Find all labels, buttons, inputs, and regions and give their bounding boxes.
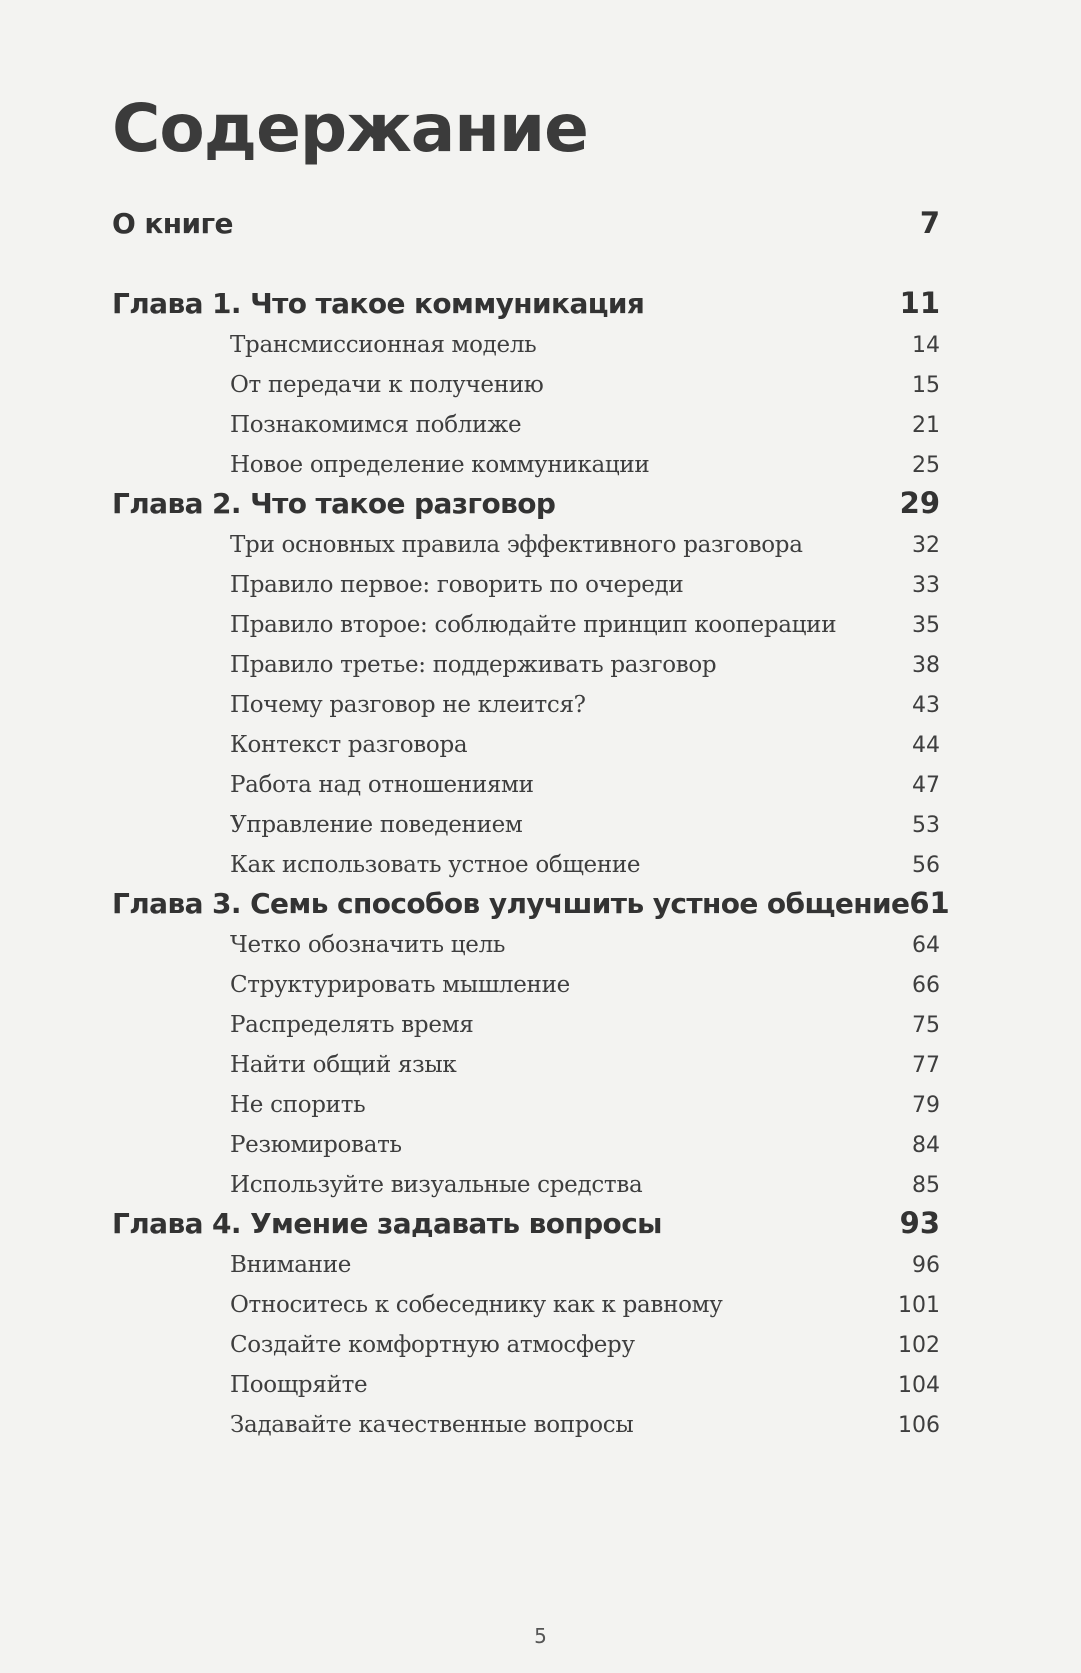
toc-entry-title: Не спорить [230, 1092, 366, 1118]
toc-section-row [112, 532, 940, 558]
toc-section-row [112, 1252, 940, 1278]
toc-entry-title: Новое определение коммуникации [230, 452, 650, 478]
toc-page-number: 29 [899, 486, 940, 520]
toc-page-number: 53 [912, 813, 940, 838]
toc-section-row [112, 572, 940, 598]
toc-page-number: 35 [912, 613, 940, 638]
toc-section-row [112, 1012, 940, 1038]
toc-page-number: 79 [912, 1093, 940, 1118]
toc-page-number: 104 [898, 1373, 940, 1398]
toc-chapter-row [112, 1206, 940, 1240]
toc-section-row [112, 612, 940, 638]
toc-section-row [112, 1132, 940, 1158]
toc-section-row [112, 972, 940, 998]
toc-page-number: 85 [912, 1173, 940, 1198]
toc-page-number: 93 [899, 1206, 940, 1240]
toc-section-row [112, 452, 940, 478]
toc-section-row [112, 372, 940, 398]
table-of-contents [112, 0, 950, 1673]
toc-entry-title: Правило третье: поддерживать разговор [230, 652, 717, 678]
toc-chapter-row [112, 486, 940, 520]
toc-entry-title: Работа над отношениями [230, 772, 534, 798]
toc-entry-title: Поощряйте [230, 1372, 368, 1398]
toc-entry-title: Резюмировать [230, 1132, 402, 1158]
toc-page-number: 15 [912, 373, 940, 398]
toc-page-number: 7 [919, 206, 940, 240]
toc-page-number: 102 [898, 1333, 940, 1358]
toc-entry-title: Найти общий язык [230, 1052, 457, 1078]
toc-page-number: 33 [912, 573, 940, 598]
toc-entry-title: Как использовать устное общение [230, 852, 641, 878]
toc-entry-title: Глава 4. Умение задавать вопросы [112, 1207, 662, 1240]
toc-page-number: 32 [912, 533, 940, 558]
toc-section-row [112, 1412, 940, 1438]
toc-entry-title: Относитесь к собеседнику как к равному [230, 1292, 723, 1318]
toc-page-number: 101 [898, 1293, 940, 1318]
toc-entry-title: Структурировать мышление [230, 972, 570, 998]
toc-entry-title: Глава 3. Семь способов улучшить устное общение [112, 887, 910, 920]
toc-page-number: 14 [912, 333, 940, 358]
toc-section-row [112, 1172, 940, 1198]
toc-entry-title: От передачи к получению [230, 372, 544, 398]
toc-section-row [112, 1092, 940, 1118]
toc-page-number: 66 [912, 973, 940, 998]
toc-page-number: 61 [909, 886, 950, 920]
toc-section-row [112, 652, 940, 678]
toc-section-row [112, 1292, 940, 1318]
toc-section-row [112, 1372, 940, 1398]
toc-chapter-row [112, 206, 940, 240]
toc-section-row [112, 412, 940, 438]
toc-section-row [112, 1052, 940, 1078]
toc-entry-title: Внимание [230, 1252, 352, 1278]
toc-section-row [112, 732, 940, 758]
toc-page-number: 47 [912, 773, 940, 798]
toc-page-number: 44 [912, 733, 940, 758]
toc-entry-title: Глава 2. Что такое разговор [112, 487, 556, 520]
toc-page-number: 106 [898, 1413, 940, 1438]
page-title: Содержание [112, 90, 588, 167]
toc-entry-title: Правило второе: соблюдайте принцип кооперации [230, 612, 837, 638]
toc-entry-title: Управление поведением [230, 812, 523, 838]
toc-entry-title: Создайте комфортную атмосферу [230, 1332, 635, 1358]
toc-page-number: 75 [912, 1013, 940, 1038]
toc-entry-title: Распределять время [230, 1012, 474, 1038]
page-number: 5 [534, 1624, 547, 1648]
toc-entry-title: Познакомимся поближе [230, 412, 522, 438]
toc-page-number: 21 [912, 413, 940, 438]
toc-entry-title: Глава 1. Что такое коммуникация [112, 287, 645, 320]
toc-chapter-row [112, 886, 950, 920]
toc-page-number: 38 [912, 653, 940, 678]
toc-section-row [112, 932, 940, 958]
toc-entry-title: Задавайте качественные вопросы [230, 1412, 634, 1438]
toc-page-number: 56 [912, 853, 940, 878]
toc-page-number: 64 [912, 933, 940, 958]
toc-entry-title: Почему разговор не клеится? [230, 692, 586, 718]
toc-entry-title: О книге [112, 207, 233, 240]
toc-page-number: 77 [912, 1053, 940, 1078]
toc-entry-title: Контекст разговора [230, 732, 468, 758]
toc-page-number: 96 [912, 1253, 940, 1278]
toc-section-row [112, 772, 940, 798]
toc-entry-title: Используйте визуальные средства [230, 1172, 643, 1198]
toc-entry-title: Трансмиссионная модель [230, 332, 537, 358]
toc-page-number: 84 [912, 1133, 940, 1158]
toc-entry-title: Правило первое: говорить по очереди [230, 572, 684, 598]
toc-section-row [112, 812, 940, 838]
toc-section-row [112, 692, 940, 718]
toc-section-row [112, 1332, 940, 1358]
toc-section-row [112, 332, 940, 358]
toc-chapter-row [112, 286, 940, 320]
toc-page-number: 43 [912, 693, 940, 718]
toc-section-row [112, 852, 940, 878]
toc-entry-title: Четко обозначить цель [230, 932, 506, 958]
toc-page-number: 11 [899, 286, 940, 320]
toc-entry-title: Три основных правила эффективного разговора [230, 532, 803, 558]
toc-page-number: 25 [912, 453, 940, 478]
